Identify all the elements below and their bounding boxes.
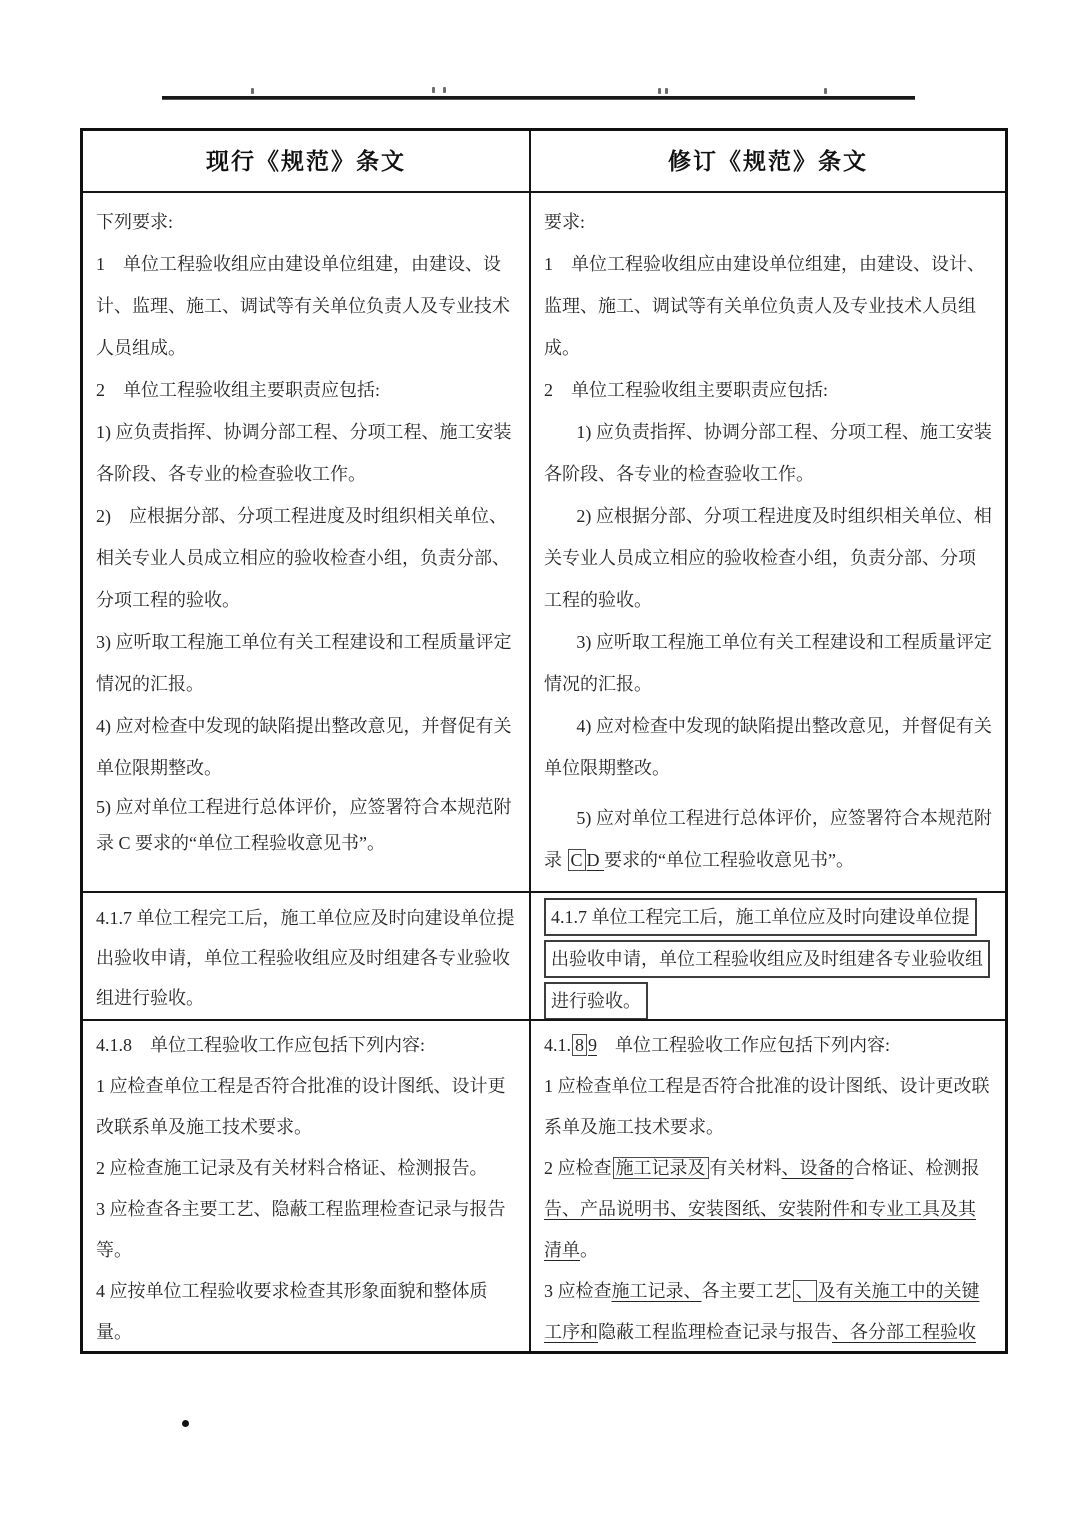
paragraph — [96, 1066, 517, 1148]
text-run: 1) 应负责指挥、协调分部工程、分项工程、施工安装各阶段、各专业的检查验收工作。 — [544, 422, 992, 484]
paragraph — [96, 621, 517, 705]
scan-speck — [658, 88, 661, 94]
current-code-header: 现行《规范》条文 — [83, 131, 531, 191]
deleted-text: C — [568, 849, 586, 871]
paragraph — [544, 940, 993, 978]
text-run: 进行验收。 — [544, 982, 648, 1019]
comparison-table — [80, 128, 1008, 1354]
paragraph — [544, 797, 993, 881]
text-run: 2 单位工程验收组主要职责应包括: — [96, 380, 380, 400]
text-run: 2) 应根据分部、分项工程进度及时组织相关单位、相关专业人员成立相应的验收检查小组，负责分部、分项工程的验收。 — [96, 506, 510, 610]
paragraph — [544, 982, 993, 1019]
table-row-418 — [83, 1021, 1005, 1351]
paragraph — [96, 411, 517, 495]
table-row-requirements — [83, 193, 1005, 893]
scan-speck — [824, 88, 827, 94]
paragraph — [544, 705, 993, 789]
paragraph — [96, 1271, 517, 1351]
text-run: 3) 应听取工程施工单位有关工程建设和工程质量评定情况的汇报。 — [96, 632, 512, 694]
text-run: 要求的“单位工程验收意见书”。 — [604, 850, 854, 870]
text-run: 隐蔽工程监理检查记录与报告 — [598, 1322, 832, 1342]
paragraph — [544, 1271, 993, 1351]
paragraph — [96, 201, 517, 243]
paragraph — [544, 1025, 993, 1066]
inserted-text: 及有关施工中的关键工序和 — [544, 1281, 980, 1342]
text-run: 2 单位工程验收组主要职责应包括: — [544, 380, 828, 400]
text-run: 4) 应对检查中发现的缺陷提出整改意见，并督促有关单位限期整改。 — [96, 716, 512, 778]
inserted-text: D — [586, 850, 605, 870]
text-run: 5) 应对单位工程进行总体评价，应签署符合本规范附录 C 要求的“单位工程验收意见书”。 — [96, 797, 512, 853]
inserted-text: 、设备的 — [781, 1158, 854, 1178]
text-run: 1 单位工程验收组应由建设单位组建，由建设、设计、监理、施工、调试等有关单位负责人及专业技术人员组成。 — [544, 254, 985, 358]
text-run: 5) 应对单位工程进行总体评价，应签署符合本规范附录 — [544, 808, 992, 870]
text-run: 单位工程验收工作应包括下列内容: — [597, 1035, 890, 1055]
text-run: 4) 应对检查中发现的缺陷提出整改意见，并督促有关单位限期整改。 — [544, 716, 992, 778]
text-run: 出验收申请，单位工程验收组应及时组建各专业验收组 — [544, 940, 990, 978]
revised-code-cell-417 — [531, 893, 1005, 1019]
text-run: 1 单位工程验收组应由建设单位组建，由建设、设计、监理、施工、调试等有关单位负责人及专业技术人员组成。 — [96, 254, 510, 358]
text-run: 2 应检查施工记录及有关材料合格证、检测报告。 — [96, 1158, 488, 1178]
text-run: 下列要求: — [96, 212, 174, 232]
text-run: 有关材料 — [709, 1158, 782, 1178]
deleted-text: 、 — [793, 1280, 817, 1302]
text-run: 4.1.7 单位工程完工后，施工单位应及时向建设单位提 — [544, 898, 977, 936]
text-run: 各主要工艺 — [701, 1281, 792, 1301]
paragraph — [544, 411, 993, 495]
deleted-text: 施工记录及 — [613, 1157, 709, 1179]
paragraph — [96, 898, 517, 1018]
revised-code-cell-418 — [531, 1021, 1005, 1351]
paragraph — [544, 1148, 993, 1271]
paragraph — [544, 243, 993, 369]
text-run: 2 应检查 — [544, 1158, 612, 1178]
text-run: 1 应检查单位工程是否符合批准的设计图纸、设计更改联系单及施工技术要求。 — [544, 1076, 990, 1137]
paragraph — [96, 789, 517, 861]
scan-speck — [443, 87, 446, 93]
revised-code-cell-requirements — [531, 193, 1005, 891]
paragraph — [544, 621, 993, 705]
inserted-text: 、各分部工程验收 — [832, 1322, 976, 1342]
scan-speck — [251, 88, 254, 94]
paragraph — [96, 243, 517, 369]
scan-speck — [665, 88, 668, 94]
paragraph — [544, 1066, 993, 1148]
paragraph — [96, 1148, 517, 1189]
table-row-417 — [83, 893, 1005, 1021]
current-code-cell-requirements — [83, 193, 531, 891]
text-run: 3 应检查 — [544, 1281, 612, 1301]
inserted-text: 施工记录、 — [611, 1281, 702, 1301]
scan-speck — [432, 87, 435, 93]
revised-code-header: 修订《规范》条文 — [668, 148, 868, 174]
footer-dot — [182, 1420, 189, 1427]
paragraph — [544, 369, 993, 411]
text-run: 4.1.8 单位工程验收工作应包括下列内容: — [96, 1035, 425, 1055]
text-run: 4.1.7 单位工程完工后，施工单位应及时向建设单位提出验收申请，单位工程验收组应及时组建各专业验收组进行验收。 — [96, 908, 515, 1008]
text-run: 要求: — [544, 212, 586, 232]
text-run: 2) 应根据分部、分项工程进度及时组织相关单位、相关专业人员成立相应的验收检查小组，负责分部、分项工程的验收。 — [544, 506, 992, 610]
paragraph — [96, 1025, 517, 1066]
text-run: 4 应按单位工程验收要求检查其形象面貌和整体质量。 — [96, 1281, 488, 1342]
paragraph — [96, 495, 517, 621]
paragraph — [544, 898, 993, 936]
inserted-text: 告、产品说明书、安装图纸、安装附件和专业工具及其清单 — [544, 1199, 976, 1260]
text-run: 3 应检查各主要工艺、隐蔽工程监理检查记录与报告等。 — [96, 1199, 506, 1260]
inserted-text: 9 — [588, 1035, 597, 1055]
paragraph — [544, 201, 993, 243]
table-header-row — [83, 131, 1005, 193]
current-code-cell-418 — [83, 1021, 531, 1351]
text-run: 3) 应听取工程施工单位有关工程建设和工程质量评定情况的汇报。 — [544, 632, 992, 694]
paragraph — [96, 1189, 517, 1271]
paragraph — [96, 369, 517, 411]
paragraph — [96, 705, 517, 789]
deleted-text: 8 — [572, 1034, 587, 1056]
current-code-cell-417 — [83, 893, 531, 1019]
paragraph — [544, 495, 993, 621]
text-run: 1) 应负责指挥、协调分部工程、分项工程、施工安装各阶段、各专业的检查验收工作。 — [96, 422, 512, 484]
text-run: 。 — [580, 1240, 598, 1260]
text-run: 4.1. — [544, 1035, 571, 1055]
text-run: 1 应检查单位工程是否符合批准的设计图纸、设计更改联系单及施工技术要求。 — [96, 1076, 506, 1137]
header-rule — [162, 96, 915, 100]
text-run: 合格证、检测报 — [853, 1158, 980, 1178]
